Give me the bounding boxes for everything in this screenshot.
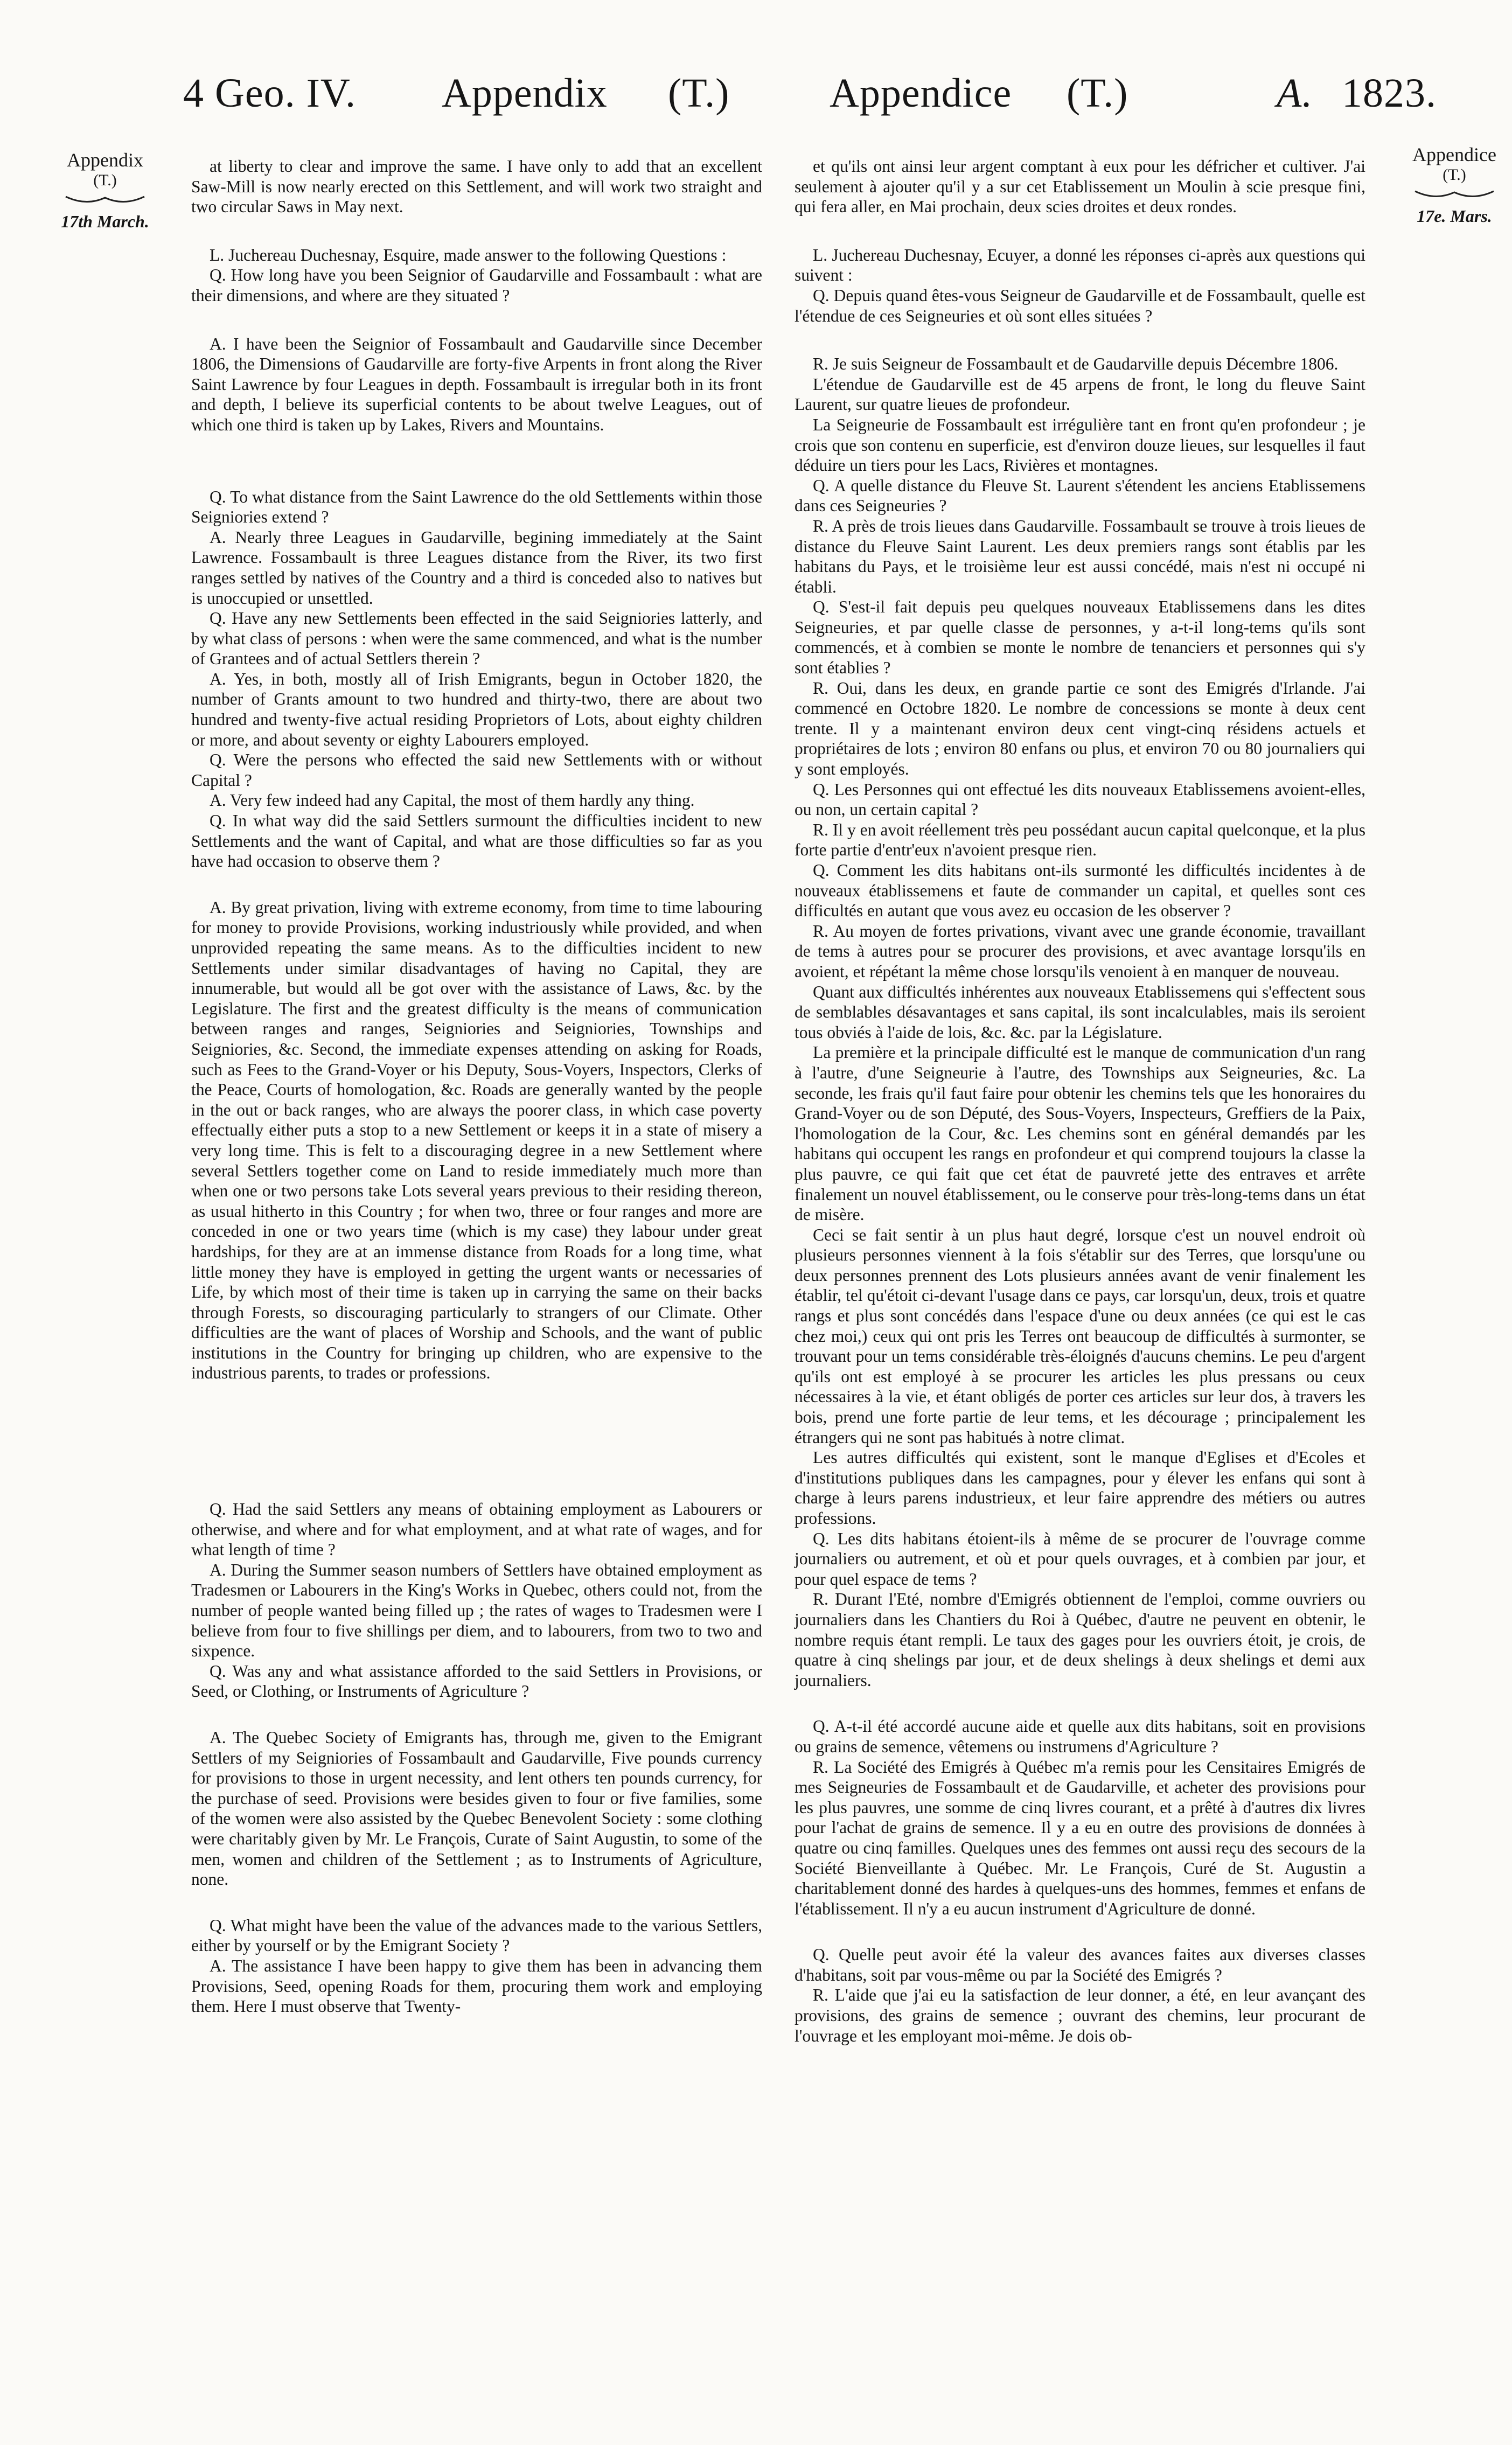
paragraph: Q. Were the persons who effected the said new Settlements with or without Capital ?: [191, 750, 762, 790]
paragraph: Ceci se fait sentir à un plus haut degré, lorsque c'est un nouvel endroit où plusieurs personnes viennent à la fois s'établir sur des Terres, que lorsqu'une ou deux personnes prennent des Lots plusieurs années avant de venir finalement les établir, tel qu'étoit ci-devant l'usage dans ce pays, car lorsqu'un, deux, trois et quatre rangs et plus sont concédés dans l'espace d'une ou deux années (ce qui est le cas chez moi,) ceux qui ont pris les Terres ont beaucoup de difficultés à surmonter, se trouvant pour un tems considérable très-éloignés d'aucuns chemins. Le peu d'argent qu'ils ont est employé à se procurer les articles les plus pressans ou ceux nécessaires à la vie, et étant obligés de porter ces articles sur leur dos, à travers les bois, prend une forte partie de leur tems, et les décourage ; principalement les étrangers qui ne sont pas habitués à notre climat.: [795, 1225, 1365, 1447]
paragraph: et qu'ils ont ainsi leur argent comptant à eux pour les défricher et cultiver. J'ai seulement à ajouter qu'il y a sur cet Etablissement un Moulin à scie presque fini, qui fera aller, en Mai prochain, deux scies droites et deux rondes.: [795, 157, 1365, 217]
paragraph: A. I have been the Seignior of Fossambault and Gaudarville since December 1806, the Dimensions of Gaudarville are forty-five Arpents in front along the River Saint Lawrence by four Leagues in depth. Fossambault is irregular both in its front and depth, I believe its superficial contents to be about twelve Leagues, out of which one third is taken up by Lakes, Rivers and Mountains.: [191, 334, 762, 434]
paragraph: at liberty to clear and improve the same. I have only to add that an excellent Saw-Mill is now nearly erected on this Settlement, and will work two straight and two circular Saws in May next.: [191, 157, 762, 217]
paragraph: L. Juchereau Duchesnay, Esquire, made answer to the following Questions :: [210, 245, 727, 264]
paragraph: R. La Société des Emigrés à Québec m'a remis pour les Censitaires Emigrés de mes Seigneuries de Fossambault et de Gaudarville, et acheter des provisions pour les plus pauvres, une somme de cinq livres courant, et a prêté à d'autres dix livres pour l'achat de grains de semence. Il y a eu en outre des provisions de données à quatre ou cinq familles. Quelques unes des femmes ont aussi reçu des secours de la Société Bienveillante à Québec. Mr. Le François, Curé de St. Augustin a charitablement donné des hardes à quelques-uns des hommes, femmes et enfans de l'établissement. Il n'y a eu aucun instrument d'Agriculture de donné.: [795, 1757, 1365, 1918]
page-letter: A.: [1277, 71, 1313, 116]
paragraph: R. Je suis Seigneur de Fossambault et de Gaudarville depuis Décembre 1806.: [813, 354, 1339, 374]
paragraph: Q. S'est-il fait depuis peu quelques nouveaux Etablissemens dans les dites Seigneuries, et par quelle classe de personnes, y a-t-il long-tems qu'ils sont commencés, et à combien se monte le nombre de tenanciers et personnes qui s'y sont établies ?: [795, 597, 1365, 678]
margin-title: Appendice: [1412, 144, 1496, 165]
paragraph: Q. Depuis quand êtes-vous Seigneur de Gaudarville et de Fossambault, quelle est l'étendue de ces Seigneuries et où sont elles situées ?: [795, 285, 1365, 325]
paragraph: A. Yes, in both, mostly all of Irish Emigrants, begun in October 1820, the number of Grants amount to two hundred and thirty-two, there are about two hundred and twenty-five actual residing Proprietors of Lots, about eighty children or more, and about seventy or eighty Labourers employed.: [191, 669, 762, 749]
paragraph: Q. What might have been the value of the advances made to the various Settlers, either by yourself or by the Emigrant Society ?: [191, 1915, 762, 1955]
paragraph: R. Durant l'Eté, nombre d'Emigrés obtiennent de l'emploi, comme ouvriers ou journaliers dans les Chantiers du Roi à Québec, d'autre ne peuvent en obtenir, le nombre requis étant rempli. Le taux des gages pour les ouvriers étoit, je crois, de quatre à cinq shelings par jour, et de deux shelings à deux shelings et demi aux journaliers.: [795, 1590, 1365, 1690]
paragraph: La Seigneurie de Fossambault est irrégulière tant en front qu'en profondeur ; je crois que son contenu en superficie, est d'environ douze lieues, sur lesquelles il faut déduire un tiers pour les Lacs, Rivières et montagnes.: [795, 415, 1365, 475]
paragraph: R. L'aide que j'ai eu la satisfaction de leur donner, a été, en leur avançant des provisions, des grains de semence ; ouvrant des chemins, leur procurant de l'ouvrage et les employant moi-même. Je dois ob-: [795, 1986, 1365, 2045]
paragraph: Q. Quelle peut avoir été la valeur des avances faites aux diverses classes d'habitans, soit par vous-même ou par la Société des Emigrés ?: [795, 1945, 1365, 1984]
french-column: [795, 156, 1365, 2046]
margin-title: Appendix: [67, 149, 143, 171]
paragraph: A. By great privation, living with extreme economy, from time to time labouring for money to provide Provisions, working industriously while provided, and when unprovided repeating the same means. As to the difficulties incident to new Settlements under similar disadvantages of having no Capital, they are innumerable, but would all be got over with the assistance of Laws, &c. by the Legislature. The first and the greatest difficulty is the means of communication between ranges and ranges, Seigniories and Seigniories, Townships and Seigniories, &c. Second, the immediate expenses attending on asking for Roads, such as Fees to the Grand-Voyer or his Deputy, Sous-Voyers, Inspectors, Clerks of the Peace, Courts of homologation, &c. Roads are generally wanted by the people in the out or back ranges, who are always the poorer class, in which case poverty effectually either puts a stop to a new Settlement or keeps it in a state of misery a very long time. This is felt to a discouraging degree in a new Settlement where several Settlers together come on Land to reside immediately much more than when one or two persons take Lots several years previous to their residing thereon, as usual hitherto in this Country ; for when two, three or four ranges and more are conceded in one or two years time (which is my case) they labour under great hardships, for they are at an immense distance from Roads for a long time, what little money they have is employed in getting the urgent wants or necessaries of Life, by which most of their time is taken up in carrying the same on their backs through Forests, so discouraging particularly to strangers of our Climate. Other difficulties are the want of places of Worship and Schools, and the want of public institutions in the Country for bringing up children, who are expensive to the industrious parents, to trades or professions.: [191, 897, 762, 1383]
left-margin-note: [54, 150, 156, 232]
appendix-letter-en: (T.): [668, 71, 730, 116]
paragraph: L. Juchereau Duchesnay, Ecuyer, a donné les réponses ci-après aux questions qui suivent :: [795, 245, 1365, 285]
regnal-year: 4 Geo. IV.: [183, 71, 357, 116]
paragraph: Q. Les dits habitans étoient-ils à même de se procurer de l'ouvrage comme journaliers ou autrement, et où et pour quels ouvrages, et à combien par jour, et pour quel espace de tems ?: [795, 1529, 1365, 1589]
paragraph: Les autres difficultés qui existent, sont le manque d'Eglises et d'Ecoles et d'institutions publiques dans les campagnes, pour y élever les enfans qui sont à charge à leurs parens industrieux, et leur faire apprendre des métiers ou autres professions.: [795, 1448, 1365, 1528]
margin-date: 17e. Mars.: [1417, 206, 1492, 226]
margin-letter: (T.): [1443, 166, 1466, 184]
paragraph: A. Nearly three Leagues in Gaudarville, begining immediately at the Saint Lawrence. Fossambault is three Leagues distance from the River, its two first ranges settled by natives of the Country and a third is conceded also to natives but is unoccupied or unsettled.: [191, 527, 762, 608]
paragraph: Q. Had the said Settlers any means of obtaining employment as Labourers or otherwise, and where and for what employment, and at what rate of wages, and for what length of time ?: [191, 1500, 762, 1559]
brace-icon: [1400, 185, 1508, 206]
paragraph: Q. To what distance from the Saint Lawrence do the old Settlements within those Seigniories extend ?: [191, 487, 762, 527]
paragraph: A. The Quebec Society of Emigrants has, through me, given to the Emigrant Settlers of my Seigniories of Fossambault and Gaudarville, Five pounds currency for provisions to those in urgent necessity, and lent others ten pounds currency, for the purchase of seed. Provisions were besides given to four or five families, some of the women were also assisted by the Quebec Benevolent Society : some clothing were charitably given by Mr. Le François, Curate of Saint Augustin, to some of the men, women and children of the Settlement ; as to Instruments of Agriculture, none.: [191, 1728, 762, 1889]
margin-letter: (T.): [93, 171, 117, 189]
paragraph: A. During the Summer season numbers of Settlers have obtained employment as Tradesmen or Labourers in the King's Works in Quebec, others could not, from the number of people wanted being filled up ; the rates of wages to Tradesmen were I believe from four to five shillings per diem, and to labourers, from two to two and sixpence.: [191, 1560, 762, 1661]
paragraph: A. The assistance I have been happy to give them has been in advancing them Provisions, Seed, opening Roads for them, procuring them work and employing them. Here I must observe that Twenty-: [191, 1956, 762, 2016]
paragraph: R. Au moyen de fortes privations, vivant avec une grande économie, travaillant de tems à autres pour se procurer des provisions, et avec avantage lorsqu'ils en avoient, et répétant la même chose lorsqu'ils venoient à en manquer de nouveau.: [795, 921, 1365, 981]
paragraph: Q. Comment les dits habitans ont-ils surmonté les difficultés incidentes à de nouveaux établissemens et faute de commander un capital, et quelles sont ces difficultés en autant que vous avez eu occasion de les observer ?: [795, 861, 1365, 921]
appendix-letter-fr: (T.): [1067, 71, 1128, 116]
paragraph: Q. Les Personnes qui ont effectué les dits nouveaux Etablissemens avoient-elles, ou non, un certain capital ?: [795, 779, 1365, 819]
margin-date: 17th March.: [61, 212, 149, 231]
paragraph: R. Il y en avoit réellement très peu possédant aucun capital quelconque, et la plus forte partie d'entr'eux n'avoient presque rien.: [795, 820, 1365, 860]
paragraph: Q. A-t-il été accordé aucune aide et quelle aux dits habitans, soit en provisions ou grains de semence, vêtemens ou instrumens d'Agriculture ?: [795, 1717, 1365, 1756]
paragraph: Q. Was any and what assistance afforded to the said Settlers in Provisions, or Seed, or Clothing, or Instruments of Agriculture ?: [191, 1661, 762, 1701]
paragraph: Quant aux difficultés inhérentes aux nouveaux Etablissemens qui s'effectent sous de semblables désavantages et sans capital, ils sont incalculables, mais ils seroient tous obviés à l'aide de lois, &c. &c. par la Législature.: [795, 982, 1365, 1042]
paragraph: A. Very few indeed had any Capital, the most of them hardly any thing.: [210, 791, 695, 810]
paragraph: La première et la principale difficulté est le manque de communication d'un rang à l'autre, d'une Seigneurie à l'autre, des Townships aux Seigneuries, &c. La seconde, les frais qu'il faut faire pour obtenir les chemins tels que les honoraires du Grand-Voyer ou de son Député, des Sous-Voyers, Inspecteurs, Greffiers de la Paix, l'homologation de la Cour, &c. Les chemins sont en général demandés par les habitans qui occupent les rangs en profondeur et qui comprend toujours la classe la plus pauvre, ce qui fait que cet état de pauvreté jette des entraves et arrête finalement un nouvel établissement, ou le conserve pour très-long-tems dans un état de misère.: [795, 1043, 1365, 1224]
appendix-label-fr: Appendice: [830, 71, 1012, 116]
paragraph: Q. In what way did the said Settlers surmount the difficulties incident to new Settlements and the want of Capital, and what are those difficulties so far as you have had occasion to observe them ?: [191, 811, 762, 871]
running-header: [183, 70, 1437, 129]
paragraph: Q. A quelle distance du Fleuve St. Laurent s'étendent les anciens Etablissemens dans ces Seigneuries ?: [795, 476, 1365, 516]
right-margin-note: [1400, 144, 1508, 226]
paragraph: Q. Have any new Settlements been effected in the said Seigniories latterly, and by what class of persons : when were the same commenced, and what is the number of Grantees and of actual Settlers therein ?: [191, 609, 762, 668]
english-column: [191, 156, 762, 2017]
appendix-label-en: Appendix: [442, 71, 608, 116]
paragraph: R. Oui, dans les deux, en grande partie ce sont des Emigrés d'Irlande. J'ai commencé en Octobre 1820. Le nombre de concessions se monte à deux cent trente. Il y a maintenant environ deux cent vingt-cinq résidens actuels et propriétaires de lots ; environ 80 enfans ou plus, et environ 70 ou 80 journaliers qui y sont employés.: [795, 678, 1365, 779]
paragraph: R. A près de trois lieues dans Gaudarville. Fossambault se trouve à trois lieues de distance du Fleuve Saint Laurent. Les deux premiers rangs sont établis par les habitans du Pays, et le troisième leur est aussi concédé, mais n'est ni occupé ni établi.: [795, 516, 1365, 596]
paragraph: L'étendue de Gaudarville est de 45 arpens de front, le long du fleuve Saint Laurent, sur quatre lieues de profondeur.: [795, 374, 1365, 414]
header-year: 1823.: [1342, 71, 1437, 116]
brace-icon: [54, 191, 156, 211]
paragraph: Q. How long have you been Seignior of Gaudarville and Fossambault : what are their dimensions, and where are they situated ?: [191, 266, 762, 305]
